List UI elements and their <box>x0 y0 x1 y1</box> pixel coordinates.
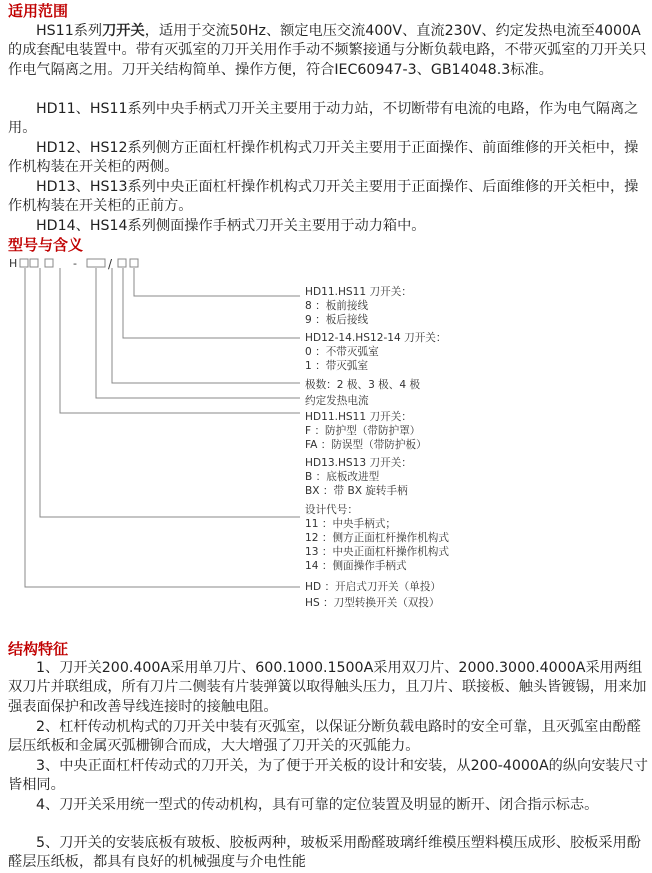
label-with-arc: 1 ：带灭弧室 <box>305 360 369 372</box>
code-prefix: H <box>9 257 18 270</box>
scope-paragraph-5: HD14、HS14系列侧面操作手柄式刀开关主要用于动力箱中。 <box>36 218 426 234</box>
label-design-11: 11 ：中央手柄式； <box>305 518 397 530</box>
label-rated-current: 约定发热电流 <box>305 395 369 407</box>
label-design-12: 12 ：侧方正面杠杆操作机构式 <box>305 532 449 544</box>
code-box-3 <box>45 259 53 267</box>
label-design-13: 13 ：中央正面杠杆操作机构式 <box>305 546 449 558</box>
label-front-wiring: 8 ：板前接线 <box>305 300 369 312</box>
code-box-current <box>87 259 105 267</box>
leader-poles <box>112 268 300 383</box>
section-title-structure: 结构特征 <box>8 640 69 658</box>
label-bx-handle: BX ：带 BX 旋转手柄 <box>305 485 408 497</box>
label-design-code: 设计代号： <box>305 504 358 516</box>
label-design-14: 14 ：侧面操作手柄式 <box>305 560 407 572</box>
label-hd13-title: HD13.HS13 刀开关： <box>305 457 412 469</box>
label-protective: F ：防护型（带防护罩） <box>305 425 421 437</box>
section-title-scope: 适用范围 <box>8 2 69 20</box>
scope-paragraph-3: HD12、HS12系列侧方正面杠杆操作机构式刀开关主要用于正面操作、前面维修的开关柜中，操作机构装在开关柜的两侧。 <box>8 140 639 176</box>
label-base-improved: B ：底板改进型 <box>305 471 380 483</box>
scope-paragraph-4: HD13、HS13系列中央正面杠杆操作机构式刀开关主要用于正面操作、后面维修的开关柜中，操作机构装在开关柜的正前方。 <box>8 179 639 215</box>
code-dash: - <box>73 257 77 270</box>
code-box-1 <box>20 259 28 267</box>
leader-terminal <box>134 268 300 296</box>
leader-current <box>96 268 300 398</box>
diagram-labels <box>305 286 449 609</box>
code-box-2 <box>30 259 38 267</box>
section-title-model: 型号与含义 <box>8 236 84 254</box>
model-code-diagram <box>0 252 652 622</box>
leader-series <box>25 268 300 587</box>
structure-paragraph-2: 2、杠杆传动机构式的刀开关中装有灭弧室，以保证分断负载电路时的安全可靠，且灭弧室由酚醛层压纸板和金属灭弧栅铆合而成，大大增强了刀开关的灭弧能力。 <box>8 719 641 755</box>
code-slash: / <box>108 257 113 271</box>
leader-design <box>40 268 300 517</box>
label-hd-series: HD ：开启式刀开关（单投） <box>305 581 442 593</box>
label-no-arc: 0 ：不带灭弧室 <box>305 346 379 358</box>
structure-paragraph-1: 1、刀开关200.400A采用单刀片、600.1000.1500A采用双刀片、2000.3000.4000A采用两组双刀片并联组成，所有刀片二侧装有片装弹簧以取得触头压力，且刀片、联接板、触头皆镀锡，用来加强表面保护和改善导线连接时的接触电阻。 <box>8 660 647 715</box>
scope-paragraph-1 <box>8 22 648 80</box>
scope-p1-body: ，适用于交流50Hz、额定电压交流400V、直流230V、约定发热电流至4000A的成套配电装置中。带有灭弧室的刀开关用作手动不频繁接通与分断负载电路，不带灭弧室的刀开关只作电气隔离之用。刀开关结构简单、操作方便，符合IEC60947-3、GB14048.3标准。 <box>8 23 647 78</box>
code-box-5 <box>130 259 138 267</box>
diagram-lines <box>20 259 300 587</box>
structure-paragraph-5: 5、刀开关的安装底板有玻板、胶板两种，玻板采用酚醛玻璃纤维模压塑料模压成形、胶板采用酚醛层压纸板，都具有良好的机械强度与介电性能 <box>8 835 641 871</box>
label-anti-misoperation: FA ：防误型（带防护板） <box>305 439 427 451</box>
leader-arc <box>123 268 300 338</box>
label-poles: 极数：2 极、3 极、4 极 <box>305 379 421 391</box>
label-hd11-title: HD11.HS11 刀开关： <box>305 286 412 298</box>
scope-p1-keyword: 刀开关 <box>102 23 145 39</box>
label-rear-wiring: 9 ：板后接线 <box>305 314 369 326</box>
label-hd12-title: HD12-14.HS12-14 刀开关： <box>305 332 447 344</box>
structure-paragraph-3: 3、中央正面杠杆传动式的刀开关，为了便于开关板的设计和安装，从200-4000A的纵向安装尺寸皆相同。 <box>8 758 648 794</box>
label-hd11-title-2: HD11.HS11 刀开关： <box>305 411 412 423</box>
scope-p1-prefix: HS11系列 <box>36 23 103 39</box>
scope-paragraph-2: HD11、HS11系列中央手柄式刀开关主要用于动力站，不切断带有电流的电路，作为电气隔离之用。 <box>8 101 639 137</box>
label-hs-series: HS ：刀型转换开关（双投） <box>305 597 440 609</box>
code-box-4 <box>118 259 126 267</box>
structure-paragraph-4: 4、刀开关采用统一型式的传动机构，具有可靠的定位装置及明显的断开、闭合指示标志。 <box>36 797 599 813</box>
